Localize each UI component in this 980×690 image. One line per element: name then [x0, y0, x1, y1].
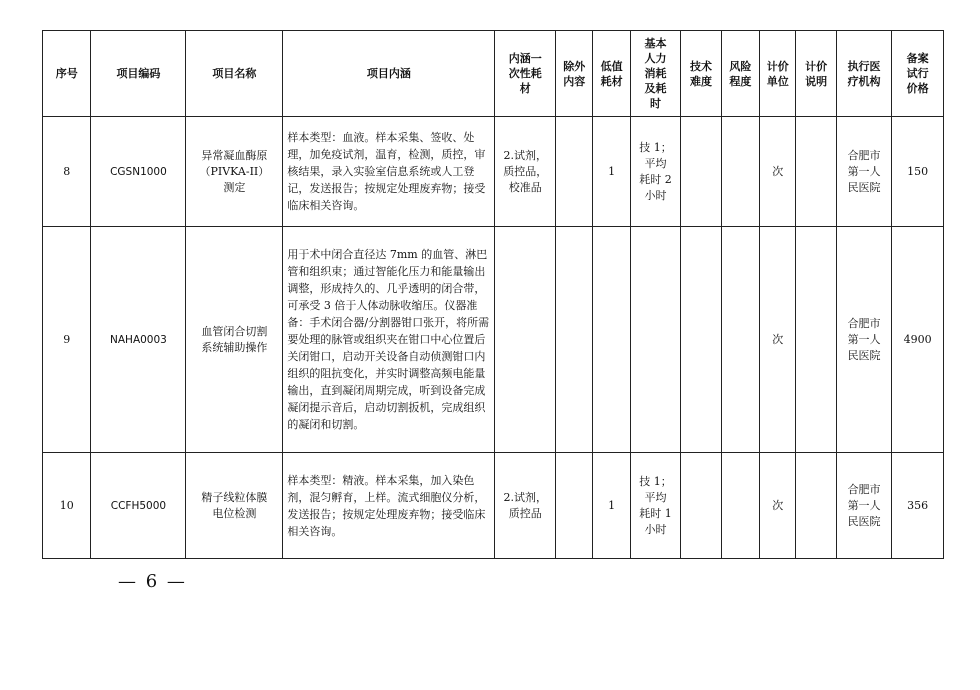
header-risk-level: 风险 程度	[721, 31, 759, 117]
cell-labor-time: 技 1； 平均 耗时 2 小时	[630, 117, 681, 227]
cell-risk-level	[721, 453, 759, 559]
cell-price: 356	[892, 453, 944, 559]
cell-name: 精子线粒体膜 电位检测	[186, 453, 283, 559]
cell-seq: 8	[43, 117, 91, 227]
header-seq: 序号	[43, 31, 91, 117]
cell-consumables: 2.试剂， 质控品， 校准品	[495, 117, 556, 227]
header-tech-difficulty: 技术 难度	[681, 31, 721, 117]
cell-code: CCFH5000	[91, 453, 186, 559]
cell-name: 异常凝血酶原 （PIVKA-II） 测定	[186, 117, 283, 227]
cell-price: 150	[892, 117, 944, 227]
table-row	[43, 117, 944, 227]
header-excluded: 除外 内容	[556, 31, 593, 117]
cell-low-value: 1	[593, 453, 630, 559]
cell-consumables: 2.试剂， 质控品	[495, 453, 556, 559]
cell-labor-time	[630, 227, 681, 453]
header-code: 项目编码	[91, 31, 186, 117]
cell-excluded	[556, 117, 593, 227]
page-number: — 6 —	[118, 571, 187, 592]
cell-price: 4900	[892, 227, 944, 453]
fee-schedule-table	[42, 30, 944, 559]
cell-pricing-note	[796, 117, 836, 227]
cell-excluded	[556, 453, 593, 559]
header-consumables: 内涵一 次性耗 材	[495, 31, 556, 117]
cell-tech-difficulty	[681, 117, 721, 227]
cell-labor-time: 技 1； 平均 耗时 1 小时	[630, 453, 681, 559]
cell-pricing-note	[796, 453, 836, 559]
cell-institution: 合肥市 第一人 民医院	[836, 227, 892, 453]
cell-unit: 次	[760, 453, 796, 559]
cell-content: 用于术中闭合直径达 7mm 的血管、淋巴管和组织束；通过智能化压力和能量输出调整，形成持久的、几乎透明的闭合带，可承受 3 倍于人体动脉收缩压。仪器准备：手术闭合器/分割器钳口张开，将所需要处理的脉管或组织夹在钳口中心位置后关闭钳口，启动开关设备自动侦测钳口内组织的阻抗变化，并实时调整高频电能量输出，直到凝闭周期完成，听到设备完成凝闭提示音后，启动切割扳机，完成组织的凝闭和切割。	[283, 227, 495, 453]
header-low-value: 低值 耗材	[593, 31, 630, 117]
cell-tech-difficulty	[681, 227, 721, 453]
header-pricing-note: 计价 说明	[796, 31, 836, 117]
cell-low-value: 1	[593, 117, 630, 227]
cell-seq: 10	[43, 453, 91, 559]
cell-low-value	[593, 227, 630, 453]
table-row	[43, 227, 944, 453]
cell-risk-level	[721, 117, 759, 227]
header-price: 备案 试行 价格	[892, 31, 944, 117]
header-institution: 执行医 疗机构	[836, 31, 892, 117]
cell-code: CGSN1000	[91, 117, 186, 227]
cell-excluded	[556, 227, 593, 453]
cell-seq: 9	[43, 227, 91, 453]
header-content: 项目内涵	[283, 31, 495, 117]
header-name: 项目名称	[186, 31, 283, 117]
header-unit: 计价 单位	[760, 31, 796, 117]
table-row	[43, 453, 944, 559]
header-labor-time: 基本 人力 消耗 及耗 时	[630, 31, 681, 117]
cell-content: 样本类型：血液。样本采集、签收、处理，加免疫试剂，温育，检测，质控，审核结果，录入实验室信息系统或人工登记，发送报告；按规定处理废弃物；接受临床相关咨询。	[283, 117, 495, 227]
cell-name: 血管闭合切割 系统辅助操作	[186, 227, 283, 453]
cell-tech-difficulty	[681, 453, 721, 559]
cell-institution: 合肥市 第一人 民医院	[836, 453, 892, 559]
cell-unit: 次	[760, 117, 796, 227]
cell-content: 样本类型：精液。样本采集，加入染色剂，混匀孵育，上样。流式细胞仪分析，发送报告；按规定处理废弃物；接受临床相关咨询。	[283, 453, 495, 559]
cell-institution: 合肥市 第一人 民医院	[836, 117, 892, 227]
cell-consumables	[495, 227, 556, 453]
table-header-row	[43, 31, 944, 117]
cell-unit: 次	[760, 227, 796, 453]
cell-risk-level	[721, 227, 759, 453]
cell-code: NAHA0003	[91, 227, 186, 453]
cell-pricing-note	[796, 227, 836, 453]
